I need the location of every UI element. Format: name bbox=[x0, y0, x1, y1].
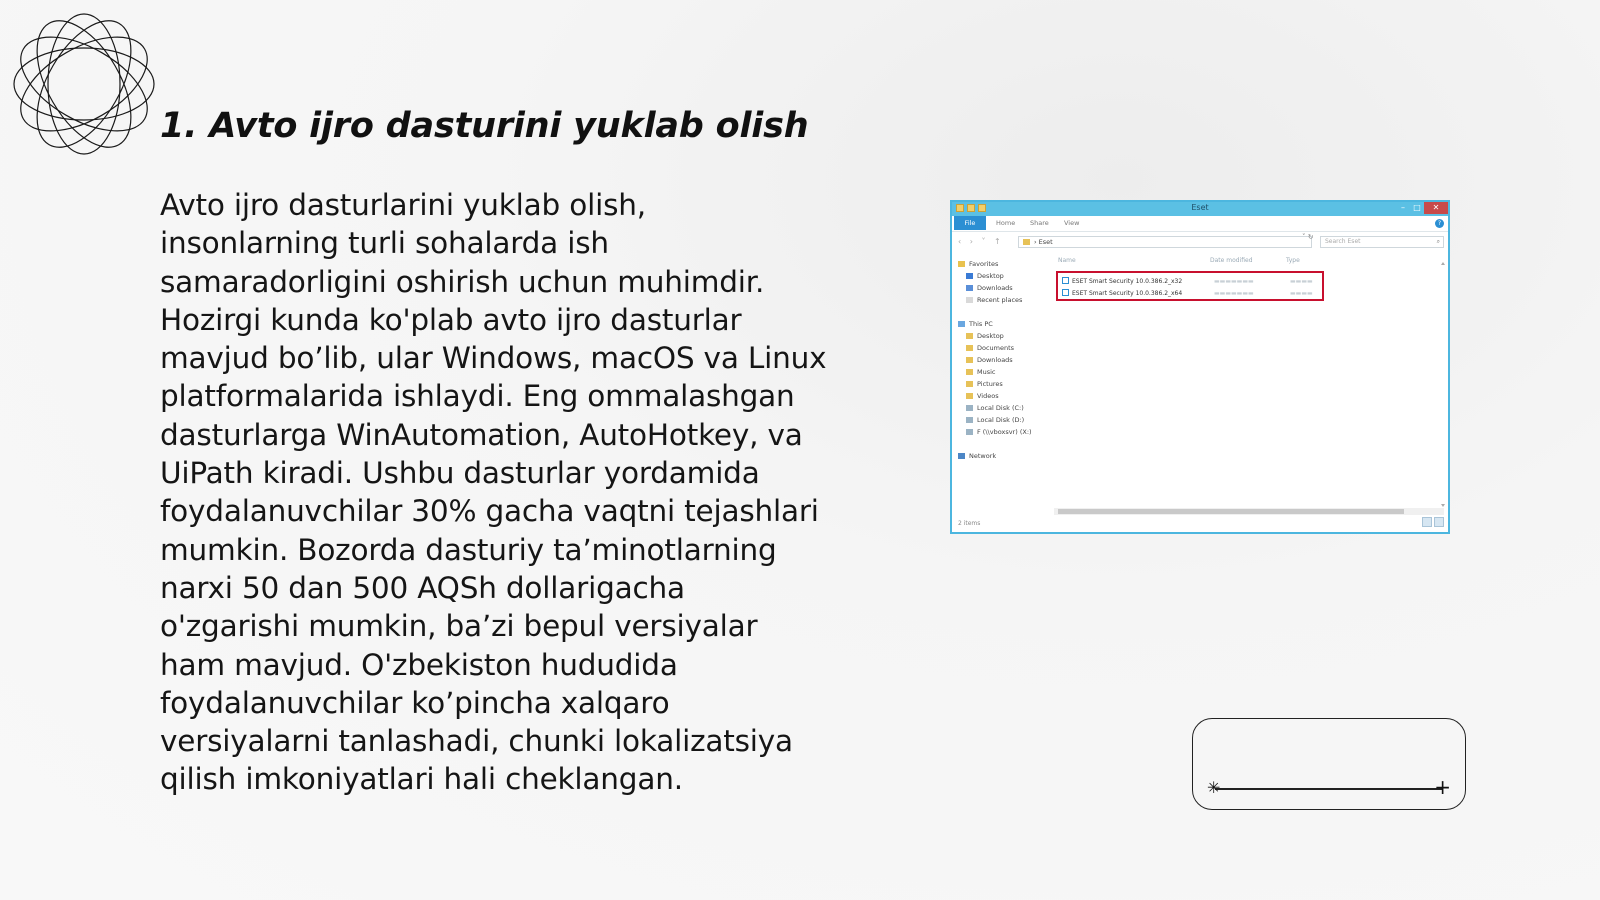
nav-item-music: Music bbox=[966, 368, 996, 376]
nav-item-recent: Recent places bbox=[966, 296, 1022, 304]
search-box bbox=[1320, 236, 1444, 248]
ribbon-tab-home: Home bbox=[996, 219, 1016, 227]
explorer-titlebar bbox=[952, 202, 1448, 216]
address-row bbox=[952, 233, 1448, 251]
file-row: ESET Smart Security 10.0.386.2_x32 ▬▬▬▬▬▬▬ ▬▬▬▬ bbox=[1062, 276, 1320, 287]
nav-item-pictures: Pictures bbox=[966, 380, 1003, 388]
column-name: Name bbox=[1058, 257, 1076, 264]
nav-item-this-pc: This PC bbox=[958, 320, 993, 328]
drive-icon bbox=[966, 417, 973, 423]
body-line: insonlarning turli sohalarda ish bbox=[160, 226, 609, 261]
explorer-screenshot bbox=[950, 200, 1450, 534]
nav-item-downloads: Downloads bbox=[966, 284, 1013, 292]
body-line: Avto ijro dasturlarini yuklab olish, bbox=[160, 188, 646, 222]
folder-icon bbox=[966, 381, 973, 387]
file-row: ESET Smart Security 10.0.386.2_x64 ▬▬▬▬▬▬▬ ▬▬▬▬ bbox=[1062, 288, 1320, 299]
network-drive-icon bbox=[966, 429, 973, 435]
nav-item-network-drive: F (\\vboxsvr) (X:) bbox=[966, 428, 1032, 436]
highlighted-files bbox=[1056, 271, 1324, 301]
maximize-icon: □ bbox=[1413, 203, 1421, 212]
window-controls bbox=[1396, 202, 1448, 214]
address-bar: › Eset bbox=[1018, 236, 1312, 248]
body-line: foydalanuvchilar ko’pincha xalqaro bbox=[160, 685, 670, 720]
body-line: Hozirgi kunda ko'plab avto ijro dasturlar bbox=[160, 302, 742, 337]
body-line: o'zgarishi mumkin, ba’zi bepul versiyalar bbox=[160, 609, 758, 644]
nav-item-desktop: Desktop bbox=[966, 272, 1004, 280]
installer-icon bbox=[1062, 277, 1069, 284]
ribbon-tab-share: Share bbox=[1030, 219, 1049, 227]
asterisk-icon: ✳ bbox=[1207, 778, 1221, 797]
search-icon: ⌕ bbox=[1436, 238, 1440, 245]
help-icon: ? bbox=[1435, 219, 1444, 228]
recent-icon bbox=[966, 297, 973, 303]
nav-item-downloads-pc: Downloads bbox=[966, 356, 1013, 364]
nav-arrows-icon: ‹ › ˅ ↑ bbox=[958, 237, 1004, 246]
status-bar-text: 2 items bbox=[958, 520, 981, 527]
folder-icon bbox=[966, 393, 973, 399]
refresh-icon: ˅ ↻ bbox=[1302, 233, 1314, 241]
folder-icon bbox=[966, 357, 973, 363]
column-headers bbox=[1054, 257, 1444, 267]
folder-icon bbox=[1023, 239, 1030, 245]
column-date-modified: Date modified bbox=[1210, 257, 1253, 264]
installer-icon bbox=[1062, 289, 1069, 296]
body-line: dasturlarga WinAutomation, AutoHotkey, va bbox=[160, 417, 803, 452]
nav-item-videos: Videos bbox=[966, 392, 999, 400]
orbit-rings-logo-icon bbox=[10, 10, 158, 158]
decorative-line bbox=[1215, 788, 1443, 790]
column-type: Type bbox=[1286, 257, 1300, 264]
large-icons-view-icon bbox=[1434, 517, 1444, 527]
nav-item-local-disk-d: Local Disk (D:) bbox=[966, 416, 1024, 424]
close-icon: ✕ bbox=[1424, 202, 1448, 214]
body-paragraph bbox=[160, 186, 850, 799]
folder-icon bbox=[966, 345, 973, 351]
search-placeholder: Search Eset bbox=[1325, 238, 1361, 245]
network-icon bbox=[958, 453, 965, 459]
folder-icon bbox=[966, 333, 973, 339]
body-line: foydalanuvchilar 30% gacha vaqtni tejashlari bbox=[160, 494, 819, 529]
explorer-ribbon bbox=[952, 216, 1448, 232]
nav-item-local-disk-c: Local Disk (C:) bbox=[966, 404, 1024, 412]
view-mode-icons bbox=[1422, 517, 1444, 527]
drive-icon bbox=[966, 405, 973, 411]
plus-icon: + bbox=[1434, 775, 1451, 799]
folder-icon bbox=[966, 369, 973, 375]
details-view-icon bbox=[1422, 517, 1432, 527]
ribbon-tab-file: File bbox=[954, 216, 986, 230]
star-icon bbox=[958, 261, 965, 267]
desktop-icon bbox=[966, 273, 973, 279]
body-line: mavjud bo’lib, ular Windows, macOS va Linux bbox=[160, 341, 827, 376]
downloads-icon bbox=[966, 285, 973, 291]
body-line: samaradorligini oshirish uchun muhimdir. bbox=[160, 264, 765, 299]
address-path: Eset bbox=[1038, 238, 1053, 246]
minimize-icon: – bbox=[1401, 203, 1405, 212]
decorative-card bbox=[1192, 718, 1466, 810]
nav-item-network: Network bbox=[958, 452, 996, 460]
explorer-window-title: Eset bbox=[1191, 203, 1209, 212]
horizontal-scrollbar bbox=[1054, 508, 1444, 515]
body-line: mumkin. Bozorda dasturiy ta’minotlarning bbox=[160, 532, 777, 567]
nav-item-desktop-pc: Desktop bbox=[966, 332, 1004, 340]
nav-item-favorites: Favorites bbox=[958, 260, 998, 268]
body-line: narxi 50 dan 500 AQSh dollarigacha bbox=[160, 570, 685, 605]
body-line: qilish imkoniyatlari hali cheklangan. bbox=[160, 762, 683, 797]
body-line: versiyalarni tanlashadi, chunki lokalizatsiya bbox=[160, 724, 793, 759]
vertical-scrollbar bbox=[1440, 262, 1446, 507]
computer-icon bbox=[958, 321, 965, 327]
slide-title: 1. Avto ijro dasturini yuklab olish bbox=[160, 106, 809, 146]
ribbon-tab-view: View bbox=[1064, 219, 1080, 227]
scroll-thumb bbox=[1058, 509, 1404, 514]
body-line: ham mavjud. O'zbekiston hududida bbox=[160, 647, 678, 682]
body-line: UiPath kiradi. Ushbu dasturlar yordamida bbox=[160, 456, 760, 491]
nav-item-documents: Documents bbox=[966, 344, 1014, 352]
body-line: platformalarida ishlaydi. Eng ommalashgan bbox=[160, 379, 795, 414]
